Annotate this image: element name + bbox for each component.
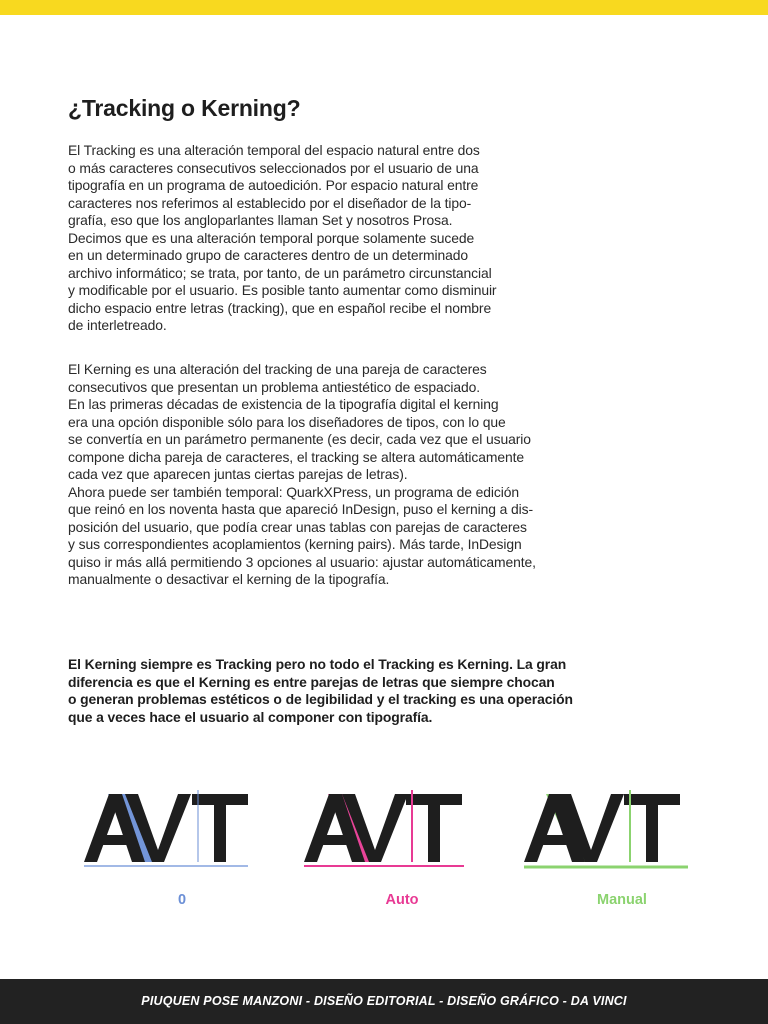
footer-credits: PIUQUEN POSE MANZONI - DISEÑO EDITORIAL - DISEÑO GRÁFICO - DA VINCI [141,994,627,1008]
kerning-example-zero [82,782,282,922]
figure-label: Manual [597,892,647,908]
avt-glyph-illustration [522,782,692,877]
paragraph-summary: El Kerning siempre es Tracking pero no todo el Tracking es Kerning. La gran diferencia es que el Kerning es entre parejas de letras que siempre chocan o generan problemas estéticos o de legibilidad y el tracking es una operación que a veces hace el usuario al componer con tipografía. [68,656,573,725]
paragraph-tracking: El Tracking es una alteración temporal del espacio natural entre dos o más caracteres consecutivos seleccionados por el usuario de una tipografía en un programa de autoedición. Por espacio natural entre caracteres nos referimos al establecido por el diseñador de la tipo- grafía, eso que los angloparlantes llaman Set y nosotros Prosa. Decimos que es una alteración temporal porque solamente sucede en un determinado grupo de caracteres dentro de un determinado archivo informático; se trata, por tanto, de un parámetro circunstancial y modificable por el usuario. Es posible tanto aumentar como disminuir dicho espacio entre letras (tracking), que en español recibe el nombre de interletreado. [68,142,497,333]
figure-label: 0 [177,892,187,908]
figure-label: Auto [385,892,419,908]
kerning-example-manual [522,782,722,922]
avt-glyph-illustration [82,782,252,877]
kerning-example-auto [302,782,502,922]
top-accent-bar [0,0,768,15]
page-title: ¿Tracking o Kerning? [68,95,301,121]
footer-bar [0,979,768,1024]
avt-glyph-illustration [302,782,472,877]
paragraph-kerning: El Kerning es una alteración del tracking de una pareja de caracteres consecutivos que presentan un problema antiestético de espaciado. En las primeras décadas de existencia de la tipografía digital el kerning era una opción disponible sólo para los diseñadores de tipos, con lo que se convertía en un parámetro permanente (es decir, cada vez que el usuario compone dicha pareja de caracteres, el tracking se altera automáticamente cada vez que aparecen juntas ciertas parejas de letras). Ahora puede ser también temporal: QuarkXPress, un programa de edición que reinó en los noventa hasta que apareció InDesign, puso el kerning a dis- posición del usuario, que podía crear unas tablas con parejas de caracteres y sus correspondientes acoplamientos (kerning pairs). Más tarde, InDesign quiso ir más allá permitiendo 3 opciones al usuario: ajustar automáticamente, manualmente o desactivar el kerning de la tipografía. [68,361,536,587]
